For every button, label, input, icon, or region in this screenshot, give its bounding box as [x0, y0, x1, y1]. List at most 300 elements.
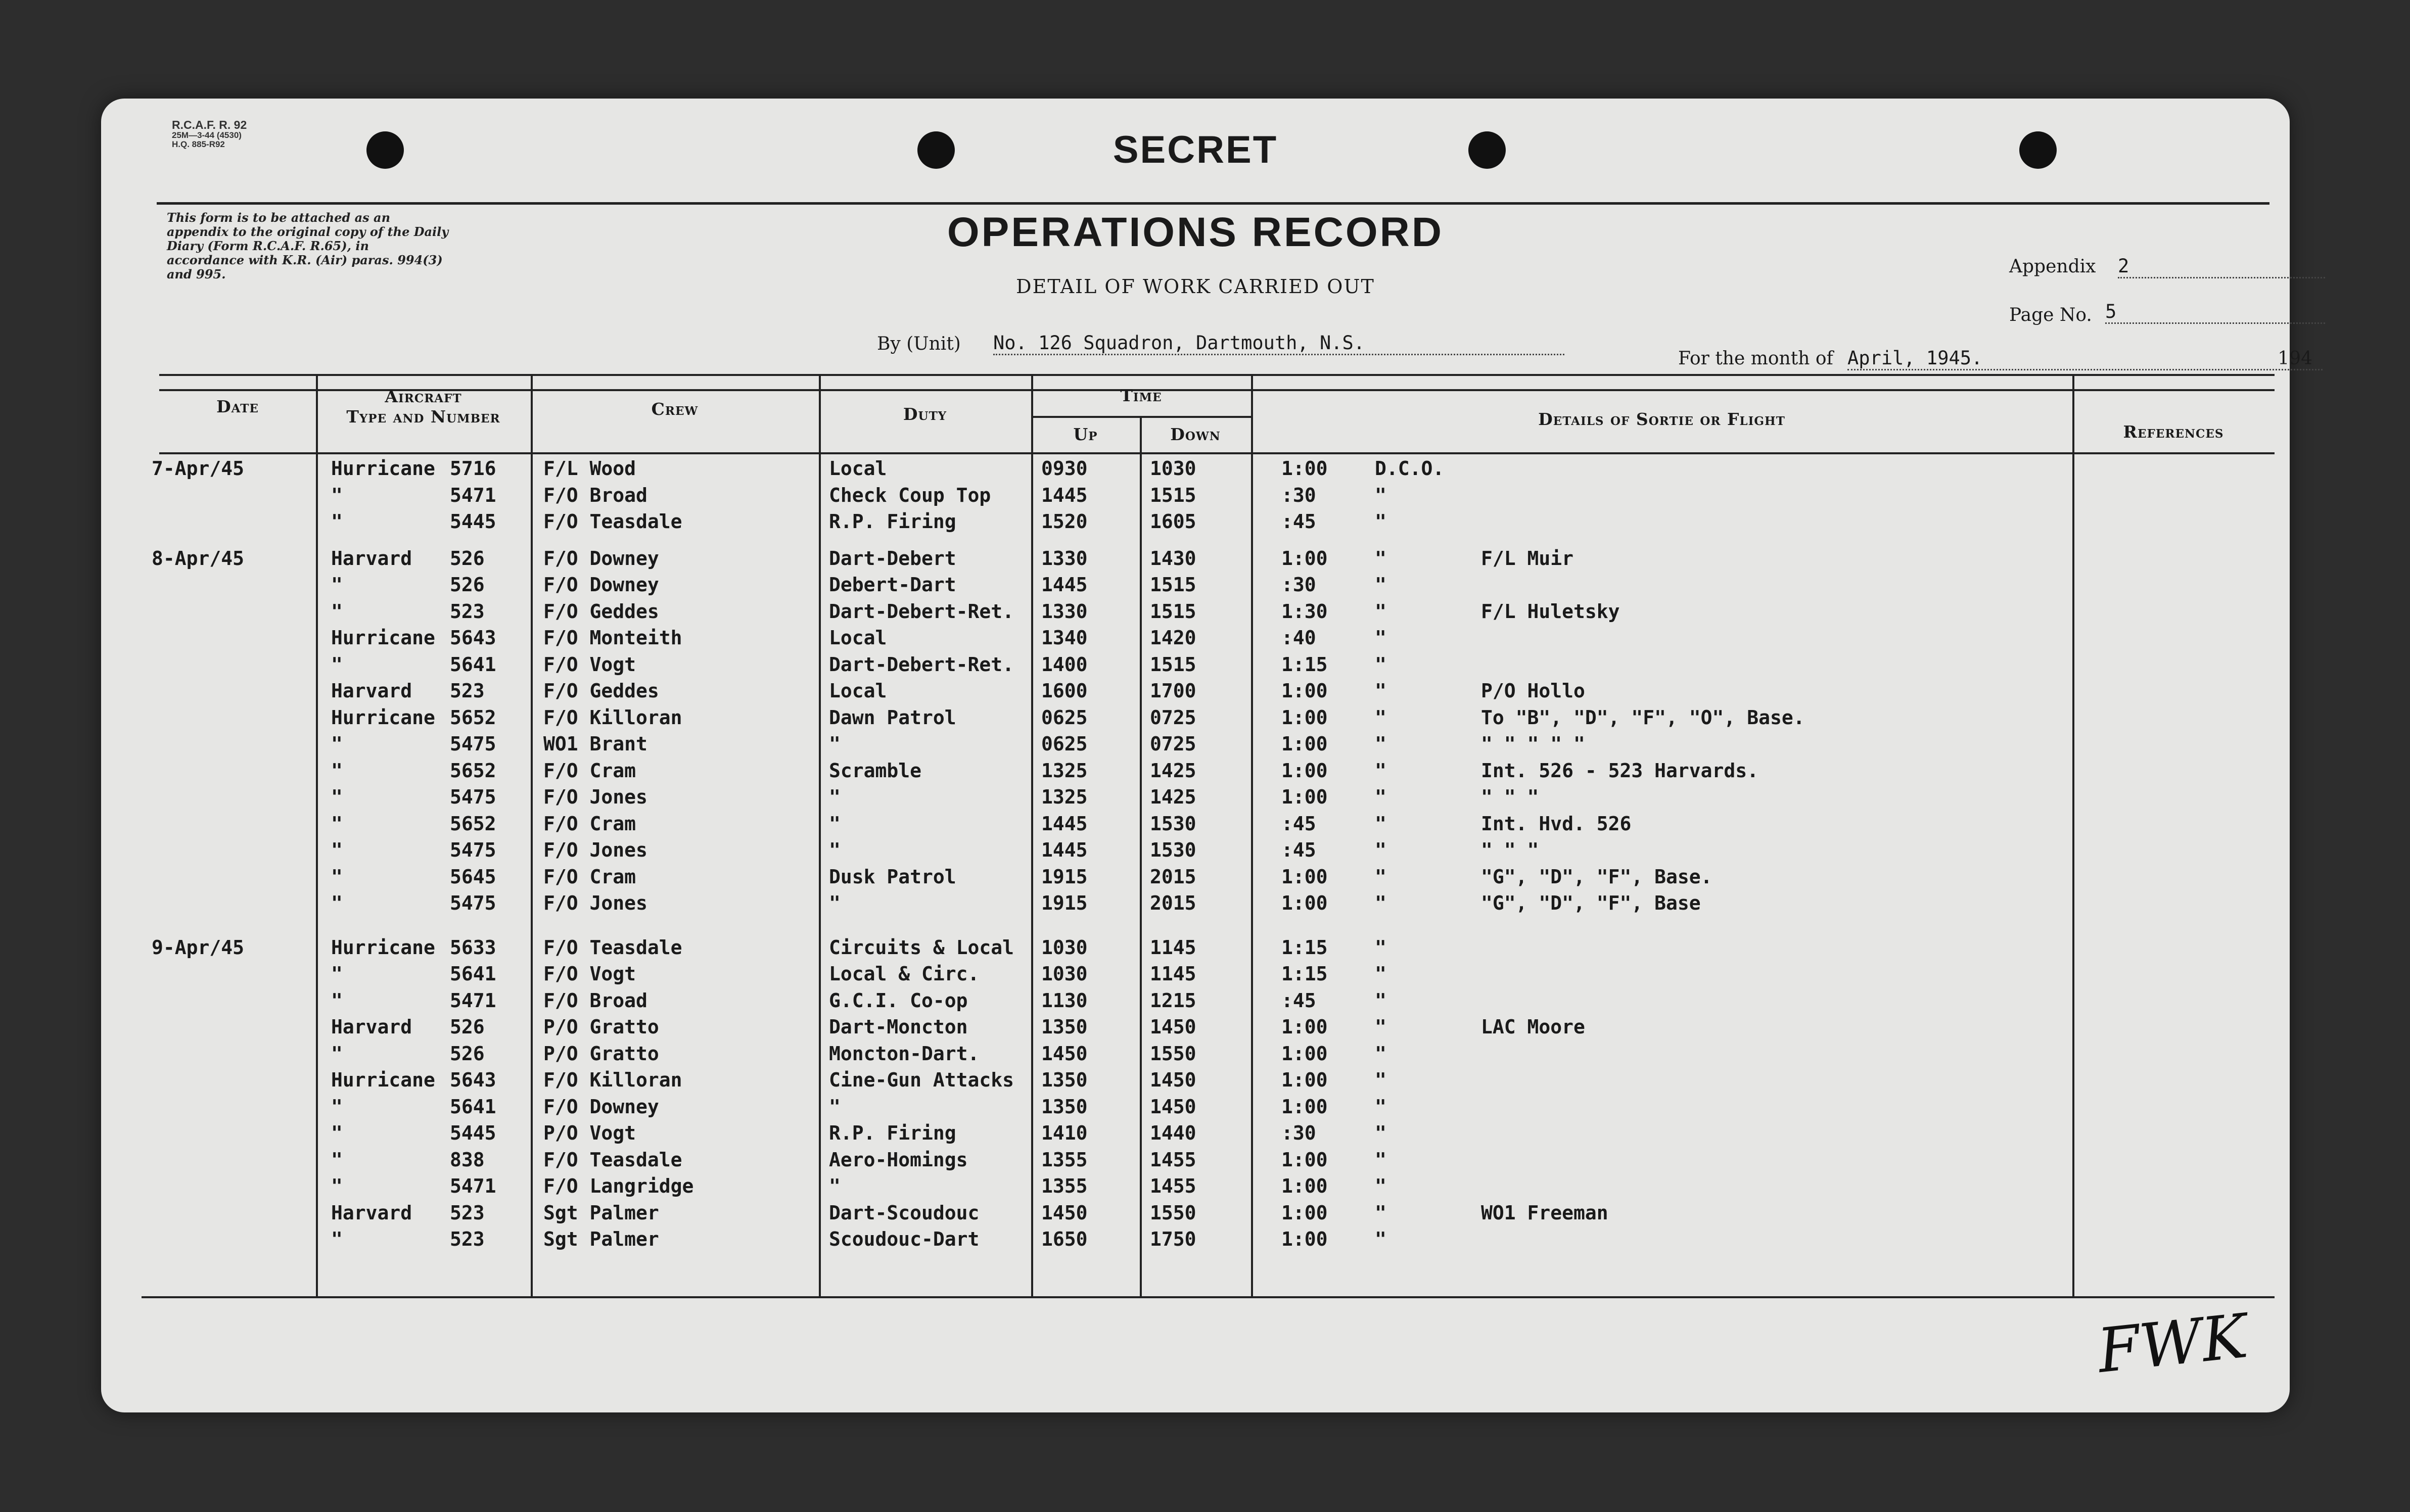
- aircraft-number-cell: 5643: [450, 1069, 496, 1091]
- time-down-cell: 1455: [1150, 1175, 1196, 1197]
- duty-cell: ": [829, 839, 841, 861]
- form-print-code: 25M—3-44 (4530): [172, 130, 242, 140]
- table-row: [101, 1043, 2290, 1069]
- details-cell: F/L Huletsky: [1481, 600, 1620, 623]
- authorised-by-cell: ": [1375, 936, 1386, 959]
- table-row: [101, 1202, 2290, 1228]
- duration-cell: 1:00: [1281, 457, 1328, 480]
- authorised-by-cell: ": [1375, 759, 1386, 782]
- authorised-by-cell: ": [1375, 733, 1386, 755]
- year-suffix: 194: [2278, 348, 2312, 369]
- duration-cell: 1:15: [1281, 936, 1328, 959]
- aircraft-number-cell: 523: [450, 600, 485, 623]
- aircraft-number-cell: 523: [450, 680, 485, 702]
- authorised-by-cell: ": [1375, 574, 1386, 596]
- aircraft-number-cell: 5716: [450, 457, 496, 480]
- time-down-cell: 1030: [1150, 457, 1196, 480]
- authorised-by-cell: ": [1375, 547, 1386, 570]
- appendix-label: Appendix: [2009, 256, 2096, 277]
- duration-cell: 1:00: [1281, 1016, 1328, 1038]
- table-row: [101, 936, 2290, 963]
- time-down-cell: 1450: [1150, 1069, 1196, 1091]
- crew-cell: Sgt Palmer: [543, 1201, 659, 1224]
- table-row: [101, 892, 2290, 918]
- time-down-cell: 1550: [1150, 1201, 1196, 1224]
- crew-cell: F/O Monteith: [543, 627, 682, 649]
- details-cell: WO1 Freeman: [1481, 1201, 1608, 1224]
- duty-cell: Dart-Moncton: [829, 1016, 968, 1038]
- crew-cell: F/O Cram: [543, 812, 636, 835]
- crew-cell: F/O Killoran: [543, 706, 682, 729]
- table-row: [101, 866, 2290, 892]
- aircraft-type-cell: ": [331, 600, 343, 623]
- duty-cell: Scramble: [829, 759, 922, 782]
- crew-cell: F/O Jones: [543, 892, 647, 914]
- date-cell: 9-Apr/45: [152, 936, 245, 959]
- duty-cell: ": [829, 1175, 841, 1197]
- time-up-cell: 1340: [1041, 627, 1088, 649]
- details-cell: LAC Moore: [1481, 1016, 1585, 1038]
- details-cell: Int. 526 - 523 Harvards.: [1481, 759, 1759, 782]
- duration-cell: :40: [1281, 627, 1316, 649]
- time-down-cell: 1455: [1150, 1148, 1196, 1171]
- table-row: [101, 1069, 2290, 1095]
- authorised-by-cell: ": [1375, 786, 1386, 808]
- crew-cell: F/O Vogt: [543, 963, 636, 985]
- authorised-by-cell: ": [1375, 1016, 1386, 1038]
- authorised-by-cell: ": [1375, 1095, 1386, 1118]
- table-row: [101, 706, 2290, 733]
- crew-cell: F/O Downey: [543, 574, 659, 596]
- duration-cell: 1:00: [1281, 892, 1328, 914]
- time-up-cell: 1600: [1041, 680, 1088, 702]
- duty-cell: Aero-Homings: [829, 1148, 968, 1171]
- col-header-aircraft-sub: Type and Number: [346, 407, 500, 427]
- duty-cell: ": [829, 1095, 841, 1118]
- time-up-cell: 1355: [1041, 1148, 1088, 1171]
- crew-cell: F/O Killoran: [543, 1069, 682, 1091]
- details-cell: "G", "D", "F", Base: [1481, 892, 1701, 914]
- crew-cell: P/O Vogt: [543, 1122, 636, 1144]
- crew-cell: F/O Downey: [543, 547, 659, 570]
- crew-cell: F/L Wood: [543, 457, 636, 480]
- time-down-cell: 1425: [1150, 786, 1196, 808]
- aircraft-type-cell: ": [331, 892, 343, 914]
- duration-cell: 1:00: [1281, 1228, 1328, 1250]
- table-row: [101, 510, 2290, 537]
- aircraft-type-cell: Hurricane: [331, 706, 435, 729]
- aircraft-number-cell: 5652: [450, 812, 496, 835]
- details-cell: Int. Hvd. 526: [1481, 812, 1632, 835]
- aircraft-number-cell: 5633: [450, 936, 496, 959]
- duration-cell: 1:00: [1281, 1095, 1328, 1118]
- authorised-by-cell: ": [1375, 989, 1386, 1012]
- duty-cell: Dart-Debert-Ret.: [829, 600, 1014, 623]
- table-row: [101, 574, 2290, 600]
- time-down-cell: 0725: [1150, 733, 1196, 755]
- aircraft-number-cell: 5652: [450, 759, 496, 782]
- time-down-cell: 1420: [1150, 627, 1196, 649]
- time-up-cell: 1915: [1041, 892, 1088, 914]
- time-down-cell: 1430: [1150, 547, 1196, 570]
- date-cell: 8-Apr/45: [152, 547, 245, 570]
- aircraft-type-cell: ": [331, 759, 343, 782]
- authorised-by-cell: ": [1375, 1228, 1386, 1250]
- time-down-cell: 1515: [1150, 574, 1196, 596]
- col-header-crew: Crew: [651, 399, 699, 419]
- time-up-cell: 1450: [1041, 1201, 1088, 1224]
- time-up-cell: 0930: [1041, 457, 1088, 480]
- time-up-cell: 1410: [1041, 1122, 1088, 1144]
- aircraft-number-cell: 5643: [450, 627, 496, 649]
- signature-initials: FWK: [2094, 1301, 2251, 1387]
- duration-cell: 1:15: [1281, 653, 1328, 676]
- aircraft-number-cell: 526: [450, 574, 485, 596]
- crew-cell: F/O Langridge: [543, 1175, 694, 1197]
- duty-cell: Check Coup Top: [829, 484, 991, 506]
- crew-cell: F/O Jones: [543, 839, 647, 861]
- table-row: [101, 989, 2290, 1016]
- aircraft-number-cell: 838: [450, 1148, 485, 1171]
- crew-cell: P/O Gratto: [543, 1042, 659, 1065]
- duty-cell: ": [829, 812, 841, 835]
- time-down-cell: 1425: [1150, 759, 1196, 782]
- aircraft-number-cell: 5471: [450, 989, 496, 1012]
- crew-cell: F/O Jones: [543, 786, 647, 808]
- time-down-cell: 1515: [1150, 484, 1196, 506]
- time-down-cell: 1550: [1150, 1042, 1196, 1065]
- date-cell: 7-Apr/45: [152, 457, 245, 480]
- time-up-cell: 1330: [1041, 600, 1088, 623]
- table-row: [101, 1175, 2290, 1201]
- authorised-by-cell: ": [1375, 812, 1386, 835]
- duty-cell: Moncton-Dart.: [829, 1042, 980, 1065]
- classification-label: SECRET: [1113, 128, 1278, 171]
- authorised-by-cell: ": [1375, 1148, 1386, 1171]
- month-value: April, 1945.: [1847, 347, 1983, 369]
- duty-cell: Circuits & Local: [829, 936, 1014, 959]
- unit-label: By (Unit): [877, 334, 961, 354]
- aircraft-number-cell: 526: [450, 547, 485, 570]
- aircraft-number-cell: 5641: [450, 653, 496, 676]
- crew-cell: P/O Gratto: [543, 1016, 659, 1038]
- duty-cell: Dart-Debert-Ret.: [829, 653, 1014, 676]
- duration-cell: 1:00: [1281, 680, 1328, 702]
- duration-cell: 1:30: [1281, 600, 1328, 623]
- aircraft-type-cell: Hurricane: [331, 936, 435, 959]
- table-row: [101, 1096, 2290, 1122]
- time-up-cell: 1350: [1041, 1095, 1088, 1118]
- authorised-by-cell: ": [1375, 1042, 1386, 1065]
- aircraft-type-cell: Hurricane: [331, 1069, 435, 1091]
- duty-cell: Dart-Scoudouc: [829, 1201, 980, 1224]
- time-up-cell: 1445: [1041, 484, 1088, 506]
- aircraft-type-cell: ": [331, 786, 343, 808]
- duty-cell: Local: [829, 457, 887, 480]
- aircraft-type-cell: ": [331, 484, 343, 506]
- duration-cell: :45: [1281, 812, 1316, 835]
- time-down-cell: 1605: [1150, 510, 1196, 533]
- aircraft-type-cell: ": [331, 1095, 343, 1118]
- time-up-cell: 1350: [1041, 1069, 1088, 1091]
- duration-cell: 1:00: [1281, 706, 1328, 729]
- col-header-down: Down: [1170, 424, 1221, 444]
- month-value-field: [1847, 347, 2323, 370]
- crew-cell: F/O Cram: [543, 759, 636, 782]
- aircraft-number-cell: 5641: [450, 1095, 496, 1118]
- authorised-by-cell: ": [1375, 600, 1386, 623]
- aircraft-number-cell: 5445: [450, 510, 496, 533]
- time-down-cell: 1450: [1150, 1095, 1196, 1118]
- table-row: [101, 1122, 2290, 1148]
- aircraft-type-cell: ": [331, 989, 343, 1012]
- time-up-cell: 1445: [1041, 574, 1088, 596]
- aircraft-type-cell: ": [331, 653, 343, 676]
- table-row: [101, 457, 2290, 484]
- time-up-cell: 1350: [1041, 1016, 1088, 1038]
- authorised-by-cell: ": [1375, 680, 1386, 702]
- duration-cell: 1:00: [1281, 1069, 1328, 1091]
- table-row: [101, 1228, 2290, 1254]
- time-up-cell: 0625: [1041, 706, 1088, 729]
- aircraft-type-cell: ": [331, 510, 343, 533]
- aircraft-type-cell: ": [331, 574, 343, 596]
- time-up-cell: 1915: [1041, 865, 1088, 888]
- time-down-cell: 1145: [1150, 963, 1196, 985]
- authorised-by-cell: ": [1375, 627, 1386, 649]
- time-up-cell: 1330: [1041, 547, 1088, 570]
- aircraft-number-cell: 5641: [450, 963, 496, 985]
- form-card: [101, 99, 2312, 1412]
- month-label: For the month of: [1678, 348, 1833, 369]
- crew-cell: F/O Vogt: [543, 653, 636, 676]
- details-cell: " " ": [1481, 786, 1539, 808]
- authorised-by-cell: ": [1375, 839, 1386, 861]
- table-row: [101, 484, 2290, 510]
- crew-cell: F/O Geddes: [543, 600, 659, 623]
- col-header-duty: Duty: [903, 404, 947, 424]
- crew-cell: F/O Teasdale: [543, 936, 682, 959]
- aircraft-number-cell: 5645: [450, 865, 496, 888]
- duty-cell: ": [829, 892, 841, 914]
- duty-cell: Local: [829, 680, 887, 702]
- aircraft-type-cell: ": [331, 1148, 343, 1171]
- aircraft-type-cell: ": [331, 733, 343, 755]
- time-up-cell: 1445: [1041, 812, 1088, 835]
- aircraft-number-cell: 5475: [450, 892, 496, 914]
- aircraft-number-cell: 5471: [450, 1175, 496, 1197]
- authorised-by-cell: ": [1375, 706, 1386, 729]
- time-down-cell: 1145: [1150, 936, 1196, 959]
- aircraft-type-cell: ": [331, 839, 343, 861]
- crew-cell: WO1 Brant: [543, 733, 647, 755]
- duty-cell: Scoudouc-Dart: [829, 1228, 980, 1250]
- divider: [157, 202, 2269, 205]
- duration-cell: 1:00: [1281, 1201, 1328, 1224]
- aircraft-type-cell: ": [331, 1122, 343, 1144]
- duty-cell: Debert-Dart: [829, 574, 956, 596]
- table-row: [101, 547, 2290, 574]
- table-row: [101, 733, 2290, 759]
- table-row: [101, 963, 2290, 989]
- page-subtitle: DETAIL OF WORK CARRIED OUT: [1016, 275, 1375, 298]
- aircraft-type-cell: Harvard: [331, 1201, 412, 1224]
- aircraft-number-cell: 526: [450, 1042, 485, 1065]
- aircraft-type-cell: Harvard: [331, 547, 412, 570]
- col-header-references: References: [2123, 422, 2224, 442]
- duration-cell: 1:00: [1281, 759, 1328, 782]
- duration-cell: :45: [1281, 510, 1316, 533]
- crew-cell: F/O Broad: [543, 484, 647, 506]
- duration-cell: 1:00: [1281, 1042, 1328, 1065]
- authorised-by-cell: ": [1375, 1069, 1386, 1091]
- table-row: [101, 1149, 2290, 1175]
- form-hq-code: H.Q. 885-R92: [172, 139, 225, 149]
- aircraft-number-cell: 5471: [450, 484, 496, 506]
- duration-cell: :30: [1281, 1122, 1316, 1144]
- time-up-cell: 1650: [1041, 1228, 1088, 1250]
- table-row: [101, 839, 2290, 865]
- authorised-by-cell: D.C.O.: [1375, 457, 1445, 480]
- col-header-aircraft: Aircraft: [385, 387, 462, 406]
- aircraft-number-cell: 5475: [450, 786, 496, 808]
- table-bottom-rule: [142, 1296, 2275, 1298]
- crew-cell: Sgt Palmer: [543, 1228, 659, 1250]
- aircraft-type-cell: Hurricane: [331, 627, 435, 649]
- details-cell: To "B", "D", "F", "O", Base.: [1481, 706, 1805, 729]
- duration-cell: :45: [1281, 989, 1316, 1012]
- details-cell: " " ": [1481, 839, 1539, 861]
- duration-cell: 1:00: [1281, 733, 1328, 755]
- table-row: [101, 600, 2290, 627]
- duty-cell: Local: [829, 627, 887, 649]
- authorised-by-cell: ": [1375, 963, 1386, 985]
- time-up-cell: 1030: [1041, 936, 1088, 959]
- duration-cell: 1:00: [1281, 786, 1328, 808]
- duration-cell: 1:00: [1281, 547, 1328, 570]
- details-cell: P/O Hollo: [1481, 680, 1585, 702]
- authorised-by-cell: ": [1375, 892, 1386, 914]
- time-down-cell: 2015: [1150, 865, 1196, 888]
- unit-value: No. 126 Squadron, Dartmouth, N.S.: [993, 332, 1564, 355]
- aircraft-number-cell: 5475: [450, 733, 496, 755]
- time-up-cell: 1030: [1041, 963, 1088, 985]
- time-down-cell: 1215: [1150, 989, 1196, 1012]
- time-down-cell: 1530: [1150, 812, 1196, 835]
- header-bottom-rule: [159, 452, 2275, 454]
- time-down-cell: 0725: [1150, 706, 1196, 729]
- duty-cell: Local & Circ.: [829, 963, 980, 985]
- duty-cell: ": [829, 733, 841, 755]
- table-row: [101, 786, 2290, 812]
- duty-cell: Dart-Debert: [829, 547, 956, 570]
- aircraft-type-cell: ": [331, 1042, 343, 1065]
- crew-cell: F/O Broad: [543, 989, 647, 1012]
- duration-cell: 1:00: [1281, 865, 1328, 888]
- details-cell: " " " " ": [1481, 733, 1585, 755]
- table-row: [101, 1016, 2290, 1042]
- details-cell: "G", "D", "F", Base.: [1481, 865, 1712, 888]
- col-header-up: Up: [1073, 424, 1098, 444]
- duration-cell: :45: [1281, 839, 1316, 861]
- duration-cell: 1:00: [1281, 1148, 1328, 1171]
- authorised-by-cell: ": [1375, 1175, 1386, 1197]
- authorised-by-cell: ": [1375, 484, 1386, 506]
- aircraft-type-cell: ": [331, 963, 343, 985]
- time-down-cell: 1750: [1150, 1228, 1196, 1250]
- authorised-by-cell: ": [1375, 1201, 1386, 1224]
- duration-cell: :30: [1281, 484, 1316, 506]
- table-row: [101, 627, 2290, 653]
- time-up-cell: 1445: [1041, 839, 1088, 861]
- details-cell: F/L Muir: [1481, 547, 1574, 570]
- authorised-by-cell: ": [1375, 653, 1386, 676]
- aircraft-type-cell: ": [331, 1228, 343, 1250]
- aircraft-type-cell: ": [331, 812, 343, 835]
- col-header-details: Details of Sortie or Flight: [1538, 409, 1785, 429]
- aircraft-type-cell: ": [331, 1175, 343, 1197]
- aircraft-number-cell: 523: [450, 1201, 485, 1224]
- crew-cell: F/O Geddes: [543, 680, 659, 702]
- time-up-cell: 1450: [1041, 1042, 1088, 1065]
- table-row: [101, 680, 2290, 706]
- appendix-value: 2: [2118, 255, 2325, 278]
- duty-cell: Dawn Patrol: [829, 706, 956, 729]
- time-down-cell: 2015: [1150, 892, 1196, 914]
- time-up-cell: 0625: [1041, 733, 1088, 755]
- table-top-rule: [159, 374, 2275, 376]
- time-down-cell: 1515: [1150, 600, 1196, 623]
- duty-cell: Cine-Gun Attacks: [829, 1069, 1014, 1091]
- table-row: [101, 653, 2290, 680]
- crew-cell: F/O Cram: [543, 865, 636, 888]
- attachment-note: This form is to be attached as an appendix to the original copy of the Daily Diary (Form R.C.A.F. R.65), in accordance with K.R. (Air) paras. 994(3) and 995.: [167, 210, 449, 281]
- form-id-code: R.C.A.F. R. 92: [172, 118, 247, 131]
- duty-cell: R.P. Firing: [829, 510, 956, 533]
- time-down-cell: 1515: [1150, 653, 1196, 676]
- aircraft-number-cell: 526: [450, 1016, 485, 1038]
- duration-cell: 1:00: [1281, 1175, 1328, 1197]
- aircraft-type-cell: Harvard: [331, 680, 412, 702]
- crew-cell: F/O Teasdale: [543, 1148, 682, 1171]
- time-up-cell: 1400: [1041, 653, 1088, 676]
- time-down-cell: 1530: [1150, 839, 1196, 861]
- time-up-cell: 1325: [1041, 786, 1088, 808]
- duration-cell: 1:15: [1281, 963, 1328, 985]
- aircraft-number-cell: 523: [450, 1228, 485, 1250]
- aircraft-number-cell: 5652: [450, 706, 496, 729]
- time-up-cell: 1130: [1041, 989, 1088, 1012]
- time-up-cell: 1325: [1041, 759, 1088, 782]
- aircraft-type-cell: ": [331, 865, 343, 888]
- time-up-cell: 1520: [1041, 510, 1088, 533]
- page-title: OPERATIONS RECORD: [947, 209, 1444, 255]
- duration-cell: :30: [1281, 574, 1316, 596]
- aircraft-type-cell: Harvard: [331, 1016, 412, 1038]
- aircraft-number-cell: 5445: [450, 1122, 496, 1144]
- time-down-cell: 1700: [1150, 680, 1196, 702]
- duty-cell: R.P. Firing: [829, 1122, 956, 1144]
- table-row: [101, 760, 2290, 786]
- table-row: [101, 813, 2290, 839]
- duty-cell: G.C.I. Co-op: [829, 989, 968, 1012]
- authorised-by-cell: ": [1375, 1122, 1386, 1144]
- time-down-cell: 1450: [1150, 1016, 1196, 1038]
- authorised-by-cell: ": [1375, 510, 1386, 533]
- col-header-date: Date: [216, 397, 259, 416]
- time-split-rule: [1031, 416, 1251, 418]
- time-up-cell: 1355: [1041, 1175, 1088, 1197]
